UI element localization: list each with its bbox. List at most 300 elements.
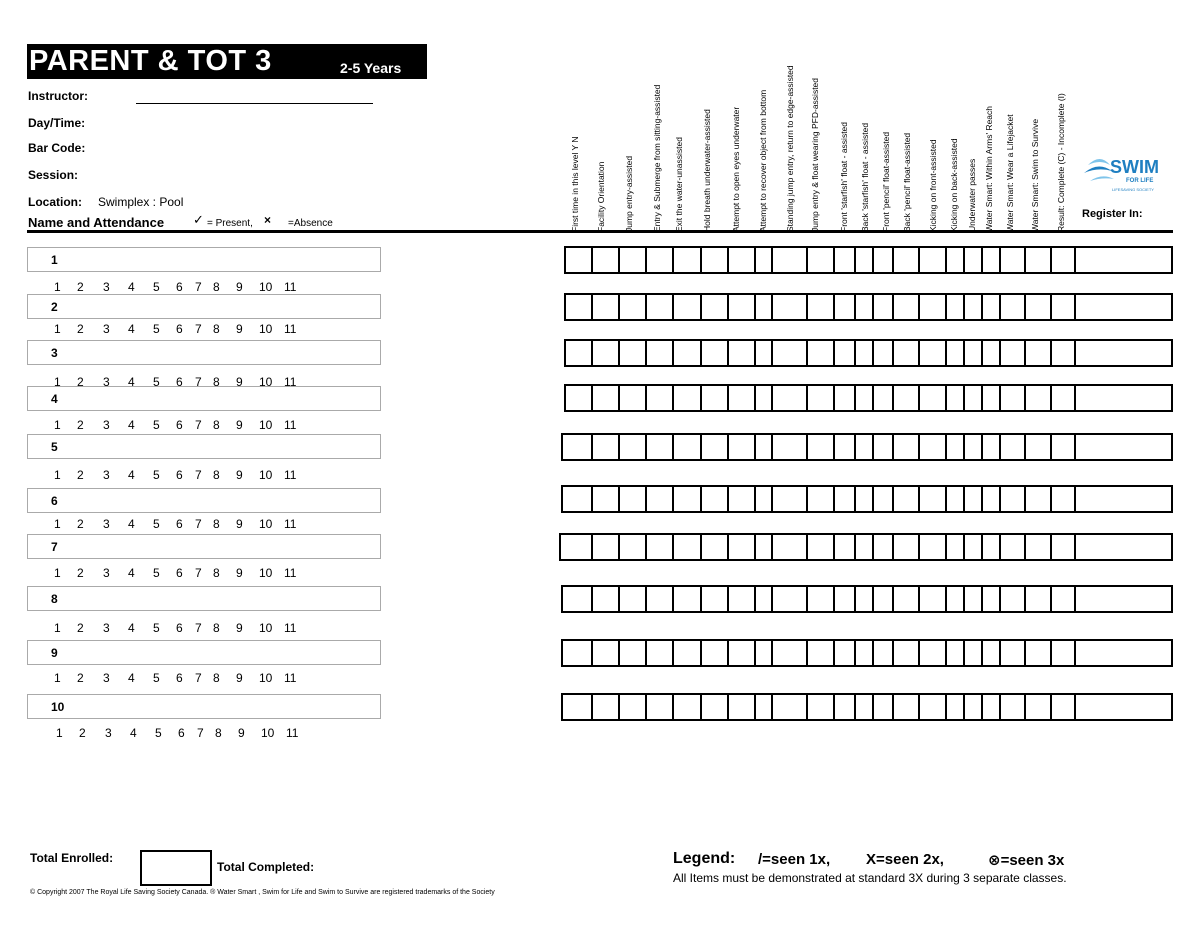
skill-cell[interactable] xyxy=(729,487,756,511)
skill-cell[interactable] xyxy=(1001,435,1026,459)
attendance-day[interactable]: 11 xyxy=(284,517,297,531)
skill-cell[interactable] xyxy=(702,487,729,511)
attendance-day[interactable]: 8 xyxy=(213,280,220,294)
skill-cell[interactable] xyxy=(647,435,674,459)
attendance-day[interactable]: 10 xyxy=(261,726,275,740)
skill-cell[interactable] xyxy=(808,341,835,365)
skill-cell[interactable] xyxy=(1026,641,1052,665)
attendance-day[interactable]: 2 xyxy=(77,517,84,531)
skill-cell[interactable] xyxy=(1001,386,1026,410)
attendance-day[interactable]: 3 xyxy=(103,517,110,531)
attendance-day[interactable]: 8 xyxy=(213,418,220,432)
skill-cell[interactable] xyxy=(773,435,808,459)
skill-cell[interactable] xyxy=(856,248,874,272)
register-in-cell[interactable] xyxy=(1076,641,1171,665)
skill-cell[interactable] xyxy=(920,535,947,559)
student-name-field[interactable] xyxy=(27,586,381,611)
register-in-cell[interactable] xyxy=(1076,535,1171,559)
skill-cell[interactable] xyxy=(674,587,702,611)
skill-cell[interactable] xyxy=(965,295,983,319)
skill-cell[interactable] xyxy=(620,695,647,719)
skill-cell[interactable] xyxy=(729,641,756,665)
skill-cell[interactable] xyxy=(894,695,920,719)
skill-cell[interactable] xyxy=(647,695,674,719)
attendance-day[interactable]: 7 xyxy=(195,517,202,531)
skill-cell[interactable] xyxy=(983,535,1001,559)
skill-cell[interactable] xyxy=(983,386,1001,410)
attendance-day[interactable]: 1 xyxy=(56,726,63,740)
skill-cell[interactable] xyxy=(808,695,835,719)
skill-cell[interactable] xyxy=(808,435,835,459)
skill-cell[interactable] xyxy=(835,341,856,365)
register-in-cell[interactable] xyxy=(1076,487,1171,511)
attendance-day[interactable]: 8 xyxy=(213,621,220,635)
skill-cell[interactable] xyxy=(920,641,947,665)
skill-cell[interactable] xyxy=(647,341,674,365)
skill-cell[interactable] xyxy=(729,341,756,365)
skill-cell[interactable] xyxy=(894,535,920,559)
attendance-day[interactable]: 6 xyxy=(178,726,185,740)
skill-cell[interactable] xyxy=(947,341,965,365)
register-in-cell[interactable] xyxy=(1076,248,1171,272)
skill-cell[interactable] xyxy=(874,641,894,665)
skill-cell[interactable] xyxy=(1026,695,1052,719)
attendance-day[interactable]: 5 xyxy=(153,621,160,635)
attendance-day[interactable]: 8 xyxy=(213,671,220,685)
skill-cell[interactable] xyxy=(835,695,856,719)
skill-cell[interactable] xyxy=(894,248,920,272)
skill-cell[interactable] xyxy=(920,487,947,511)
register-in-cell[interactable] xyxy=(1076,695,1171,719)
skill-cell[interactable] xyxy=(756,435,773,459)
skill-cell[interactable] xyxy=(965,695,983,719)
skill-cell[interactable] xyxy=(773,695,808,719)
skill-cell[interactable] xyxy=(566,295,593,319)
skill-cell[interactable] xyxy=(835,435,856,459)
skill-cell[interactable] xyxy=(729,587,756,611)
skill-cell[interactable] xyxy=(674,386,702,410)
skill-cell[interactable] xyxy=(563,695,593,719)
attendance-day[interactable]: 4 xyxy=(128,517,135,531)
skill-cell[interactable] xyxy=(947,487,965,511)
skill-cell[interactable] xyxy=(965,487,983,511)
skill-cell[interactable] xyxy=(947,535,965,559)
skill-cell[interactable] xyxy=(773,295,808,319)
skill-cell[interactable] xyxy=(808,535,835,559)
attendance-day[interactable]: 9 xyxy=(236,566,243,580)
skill-cell[interactable] xyxy=(965,587,983,611)
skill-cell[interactable] xyxy=(947,587,965,611)
skill-cell[interactable] xyxy=(808,641,835,665)
attendance-day[interactable]: 3 xyxy=(105,726,112,740)
attendance-day[interactable]: 7 xyxy=(195,322,202,336)
skill-cell[interactable] xyxy=(808,295,835,319)
skill-cell[interactable] xyxy=(1052,435,1076,459)
attendance-day[interactable]: 5 xyxy=(155,726,162,740)
skill-cell[interactable] xyxy=(563,587,593,611)
attendance-day[interactable]: 2 xyxy=(77,418,84,432)
skill-cell[interactable] xyxy=(983,587,1001,611)
skill-cell[interactable] xyxy=(983,341,1001,365)
attendance-day[interactable]: 2 xyxy=(77,621,84,635)
skill-cell[interactable] xyxy=(620,435,647,459)
student-name-field[interactable] xyxy=(27,294,381,319)
attendance-day[interactable]: 7 xyxy=(195,280,202,294)
skill-cell[interactable] xyxy=(1052,295,1076,319)
register-in-cell[interactable] xyxy=(1076,587,1171,611)
attendance-day[interactable]: 3 xyxy=(103,418,110,432)
attendance-day[interactable]: 9 xyxy=(236,375,243,389)
skill-cell[interactable] xyxy=(947,641,965,665)
attendance-day[interactable]: 7 xyxy=(197,726,204,740)
skill-cell[interactable] xyxy=(702,641,729,665)
attendance-day[interactable]: 5 xyxy=(153,322,160,336)
skill-cell[interactable] xyxy=(983,435,1001,459)
skill-cell[interactable] xyxy=(702,386,729,410)
student-name-field[interactable] xyxy=(27,640,381,665)
skill-cell[interactable] xyxy=(856,341,874,365)
skill-cell[interactable] xyxy=(1001,487,1026,511)
skill-cell[interactable] xyxy=(1052,341,1076,365)
skill-cell[interactable] xyxy=(808,248,835,272)
skill-cell[interactable] xyxy=(756,295,773,319)
attendance-day[interactable]: 2 xyxy=(77,375,84,389)
attendance-day[interactable]: 11 xyxy=(284,468,297,482)
skill-cell[interactable] xyxy=(773,641,808,665)
skill-cell[interactable] xyxy=(593,435,620,459)
attendance-day[interactable]: 4 xyxy=(130,726,137,740)
skill-cell[interactable] xyxy=(620,295,647,319)
skill-cell[interactable] xyxy=(566,341,593,365)
skill-cell[interactable] xyxy=(729,295,756,319)
attendance-day[interactable]: 9 xyxy=(238,726,245,740)
skill-cell[interactable] xyxy=(593,587,620,611)
skill-cell[interactable] xyxy=(874,295,894,319)
skill-cell[interactable] xyxy=(894,341,920,365)
attendance-day[interactable]: 11 xyxy=(284,418,297,432)
skill-cell[interactable] xyxy=(856,535,874,559)
skill-cell[interactable] xyxy=(856,695,874,719)
skill-cell[interactable] xyxy=(894,435,920,459)
skill-cell[interactable] xyxy=(856,386,874,410)
skill-cell[interactable] xyxy=(773,535,808,559)
skill-cell[interactable] xyxy=(756,641,773,665)
register-in-cell[interactable] xyxy=(1076,386,1171,410)
skill-cell[interactable] xyxy=(965,386,983,410)
skill-cell[interactable] xyxy=(808,386,835,410)
skill-cell[interactable] xyxy=(894,295,920,319)
skill-cell[interactable] xyxy=(835,386,856,410)
skill-cell[interactable] xyxy=(674,341,702,365)
skill-cell[interactable] xyxy=(874,695,894,719)
attendance-day[interactable]: 4 xyxy=(128,322,135,336)
skill-cell[interactable] xyxy=(674,248,702,272)
register-in-cell[interactable] xyxy=(1076,295,1171,319)
skill-cell[interactable] xyxy=(1026,341,1052,365)
attendance-day[interactable]: 7 xyxy=(195,671,202,685)
skill-cell[interactable] xyxy=(756,341,773,365)
skill-cell[interactable] xyxy=(756,487,773,511)
skill-cell[interactable] xyxy=(647,641,674,665)
attendance-day[interactable]: 4 xyxy=(128,280,135,294)
skill-cell[interactable] xyxy=(856,295,874,319)
skill-cell[interactable] xyxy=(620,487,647,511)
attendance-day[interactable]: 10 xyxy=(259,418,273,432)
attendance-day[interactable]: 4 xyxy=(128,621,135,635)
skill-cell[interactable] xyxy=(1026,248,1052,272)
attendance-day[interactable]: 10 xyxy=(259,468,273,482)
attendance-day[interactable]: 1 xyxy=(54,280,61,294)
skill-cell[interactable] xyxy=(965,435,983,459)
skill-cell[interactable] xyxy=(1001,295,1026,319)
attendance-day[interactable]: 7 xyxy=(195,418,202,432)
skill-cell[interactable] xyxy=(874,487,894,511)
skill-cell[interactable] xyxy=(835,641,856,665)
attendance-day[interactable]: 5 xyxy=(153,375,160,389)
skill-cell[interactable] xyxy=(563,641,593,665)
skill-cell[interactable] xyxy=(729,535,756,559)
attendance-day[interactable]: 3 xyxy=(103,375,110,389)
skill-cell[interactable] xyxy=(729,248,756,272)
skill-cell[interactable] xyxy=(593,487,620,511)
attendance-day[interactable]: 8 xyxy=(215,726,222,740)
attendance-day[interactable]: 1 xyxy=(54,418,61,432)
attendance-day[interactable]: 8 xyxy=(213,375,220,389)
attendance-day[interactable]: 7 xyxy=(195,468,202,482)
skill-cell[interactable] xyxy=(773,386,808,410)
attendance-day[interactable]: 1 xyxy=(54,671,61,685)
skill-cell[interactable] xyxy=(620,248,647,272)
skill-cell[interactable] xyxy=(647,487,674,511)
attendance-day[interactable]: 11 xyxy=(284,671,297,685)
skill-cell[interactable] xyxy=(773,248,808,272)
attendance-day[interactable]: 8 xyxy=(213,322,220,336)
skill-cell[interactable] xyxy=(1026,386,1052,410)
skill-cell[interactable] xyxy=(965,535,983,559)
attendance-day[interactable]: 3 xyxy=(103,566,110,580)
skill-cell[interactable] xyxy=(561,535,593,559)
attendance-day[interactable]: 10 xyxy=(259,322,273,336)
skill-cell[interactable] xyxy=(1052,535,1076,559)
skill-cell[interactable] xyxy=(856,487,874,511)
attendance-day[interactable]: 9 xyxy=(236,468,243,482)
skill-cell[interactable] xyxy=(756,695,773,719)
skill-cell[interactable] xyxy=(920,295,947,319)
skill-cell[interactable] xyxy=(620,386,647,410)
skill-cell[interactable] xyxy=(874,435,894,459)
skill-cell[interactable] xyxy=(894,641,920,665)
skill-cell[interactable] xyxy=(674,435,702,459)
skill-cell[interactable] xyxy=(773,487,808,511)
skill-cell[interactable] xyxy=(920,248,947,272)
skill-cell[interactable] xyxy=(856,587,874,611)
attendance-day[interactable]: 5 xyxy=(153,671,160,685)
attendance-day[interactable]: 7 xyxy=(195,375,202,389)
register-in-cell[interactable] xyxy=(1076,435,1171,459)
attendance-day[interactable]: 2 xyxy=(77,468,84,482)
attendance-day[interactable]: 9 xyxy=(236,671,243,685)
skill-cell[interactable] xyxy=(563,487,593,511)
attendance-day[interactable]: 6 xyxy=(176,621,183,635)
skill-cell[interactable] xyxy=(920,695,947,719)
attendance-day[interactable]: 9 xyxy=(236,621,243,635)
skill-cell[interactable] xyxy=(593,341,620,365)
skill-cell[interactable] xyxy=(702,248,729,272)
attendance-day[interactable]: 10 xyxy=(259,517,273,531)
skill-cell[interactable] xyxy=(947,386,965,410)
skill-cell[interactable] xyxy=(647,386,674,410)
skill-cell[interactable] xyxy=(593,641,620,665)
student-name-field[interactable] xyxy=(27,386,381,411)
attendance-day[interactable]: 1 xyxy=(54,566,61,580)
attendance-day[interactable]: 1 xyxy=(54,517,61,531)
skill-cell[interactable] xyxy=(1026,295,1052,319)
attendance-day[interactable]: 9 xyxy=(236,517,243,531)
skill-cell[interactable] xyxy=(874,587,894,611)
skill-cell[interactable] xyxy=(965,248,983,272)
attendance-day[interactable]: 6 xyxy=(176,671,183,685)
skill-cell[interactable] xyxy=(647,535,674,559)
skill-cell[interactable] xyxy=(835,295,856,319)
attendance-day[interactable]: 3 xyxy=(103,671,110,685)
student-name-field[interactable] xyxy=(27,340,381,365)
skill-cell[interactable] xyxy=(1052,695,1076,719)
skill-cell[interactable] xyxy=(702,587,729,611)
skill-cell[interactable] xyxy=(983,641,1001,665)
skill-cell[interactable] xyxy=(1026,435,1052,459)
register-in-cell[interactable] xyxy=(1076,341,1171,365)
skill-cell[interactable] xyxy=(1001,587,1026,611)
skill-cell[interactable] xyxy=(835,487,856,511)
attendance-day[interactable]: 1 xyxy=(54,322,61,336)
attendance-day[interactable]: 11 xyxy=(286,726,299,740)
attendance-day[interactable]: 4 xyxy=(128,375,135,389)
skill-cell[interactable] xyxy=(593,386,620,410)
attendance-day[interactable]: 8 xyxy=(213,468,220,482)
skill-cell[interactable] xyxy=(674,641,702,665)
attendance-day[interactable]: 4 xyxy=(128,671,135,685)
skill-cell[interactable] xyxy=(983,695,1001,719)
attendance-day[interactable]: 4 xyxy=(128,468,135,482)
skill-cell[interactable] xyxy=(729,386,756,410)
skill-cell[interactable] xyxy=(1052,641,1076,665)
skill-cell[interactable] xyxy=(894,587,920,611)
skill-cell[interactable] xyxy=(620,341,647,365)
attendance-day[interactable]: 11 xyxy=(284,375,297,389)
skill-cell[interactable] xyxy=(1001,535,1026,559)
skill-cell[interactable] xyxy=(729,695,756,719)
attendance-day[interactable]: 7 xyxy=(195,566,202,580)
skill-cell[interactable] xyxy=(835,587,856,611)
skill-cell[interactable] xyxy=(874,248,894,272)
skill-cell[interactable] xyxy=(593,535,620,559)
student-name-field[interactable] xyxy=(27,534,381,559)
skill-cell[interactable] xyxy=(856,435,874,459)
skill-cell[interactable] xyxy=(835,248,856,272)
skill-cell[interactable] xyxy=(593,695,620,719)
attendance-day[interactable]: 6 xyxy=(176,322,183,336)
skill-cell[interactable] xyxy=(808,487,835,511)
attendance-day[interactable]: 3 xyxy=(103,621,110,635)
skill-cell[interactable] xyxy=(756,386,773,410)
skill-cell[interactable] xyxy=(593,248,620,272)
attendance-day[interactable]: 8 xyxy=(213,566,220,580)
skill-cell[interactable] xyxy=(1001,248,1026,272)
skill-cell[interactable] xyxy=(647,295,674,319)
skill-cell[interactable] xyxy=(965,641,983,665)
attendance-day[interactable]: 2 xyxy=(77,280,84,294)
attendance-day[interactable]: 4 xyxy=(128,566,135,580)
skill-cell[interactable] xyxy=(647,248,674,272)
skill-cell[interactable] xyxy=(566,386,593,410)
attendance-day[interactable]: 6 xyxy=(176,375,183,389)
skill-cell[interactable] xyxy=(1001,341,1026,365)
attendance-day[interactable]: 3 xyxy=(103,280,110,294)
skill-cell[interactable] xyxy=(983,295,1001,319)
skill-cell[interactable] xyxy=(1001,641,1026,665)
skill-cell[interactable] xyxy=(920,341,947,365)
attendance-day[interactable]: 1 xyxy=(54,621,61,635)
skill-cell[interactable] xyxy=(702,435,729,459)
skill-cell[interactable] xyxy=(1026,487,1052,511)
attendance-day[interactable]: 6 xyxy=(176,280,183,294)
skill-cell[interactable] xyxy=(756,587,773,611)
skill-cell[interactable] xyxy=(593,295,620,319)
attendance-day[interactable]: 7 xyxy=(195,621,202,635)
skill-cell[interactable] xyxy=(674,695,702,719)
attendance-day[interactable]: 3 xyxy=(103,322,110,336)
skill-cell[interactable] xyxy=(674,535,702,559)
attendance-day[interactable]: 1 xyxy=(54,468,61,482)
attendance-day[interactable]: 3 xyxy=(103,468,110,482)
attendance-day[interactable]: 6 xyxy=(176,566,183,580)
skill-cell[interactable] xyxy=(947,248,965,272)
student-name-field[interactable] xyxy=(27,488,381,513)
skill-cell[interactable] xyxy=(856,641,874,665)
attendance-day[interactable]: 5 xyxy=(153,468,160,482)
attendance-day[interactable]: 5 xyxy=(153,418,160,432)
skill-cell[interactable] xyxy=(920,587,947,611)
attendance-day[interactable]: 2 xyxy=(77,322,84,336)
skill-cell[interactable] xyxy=(1052,487,1076,511)
skill-cell[interactable] xyxy=(773,587,808,611)
attendance-day[interactable]: 5 xyxy=(153,517,160,531)
attendance-day[interactable]: 10 xyxy=(259,280,273,294)
skill-cell[interactable] xyxy=(1052,386,1076,410)
attendance-day[interactable]: 10 xyxy=(259,375,273,389)
attendance-day[interactable]: 10 xyxy=(259,671,273,685)
attendance-day[interactable]: 5 xyxy=(153,566,160,580)
skill-cell[interactable] xyxy=(702,295,729,319)
skill-cell[interactable] xyxy=(920,435,947,459)
skill-cell[interactable] xyxy=(920,386,947,410)
skill-cell[interactable] xyxy=(1026,587,1052,611)
skill-cell[interactable] xyxy=(756,535,773,559)
attendance-day[interactable]: 10 xyxy=(259,621,273,635)
total-enrolled-field[interactable] xyxy=(140,850,212,886)
skill-cell[interactable] xyxy=(947,295,965,319)
skill-cell[interactable] xyxy=(874,535,894,559)
skill-cell[interactable] xyxy=(702,341,729,365)
skill-cell[interactable] xyxy=(674,295,702,319)
attendance-day[interactable]: 6 xyxy=(176,468,183,482)
skill-cell[interactable] xyxy=(947,435,965,459)
skill-cell[interactable] xyxy=(1052,587,1076,611)
skill-cell[interactable] xyxy=(965,341,983,365)
attendance-day[interactable]: 6 xyxy=(176,517,183,531)
attendance-day[interactable]: 2 xyxy=(79,726,86,740)
skill-cell[interactable] xyxy=(1001,695,1026,719)
